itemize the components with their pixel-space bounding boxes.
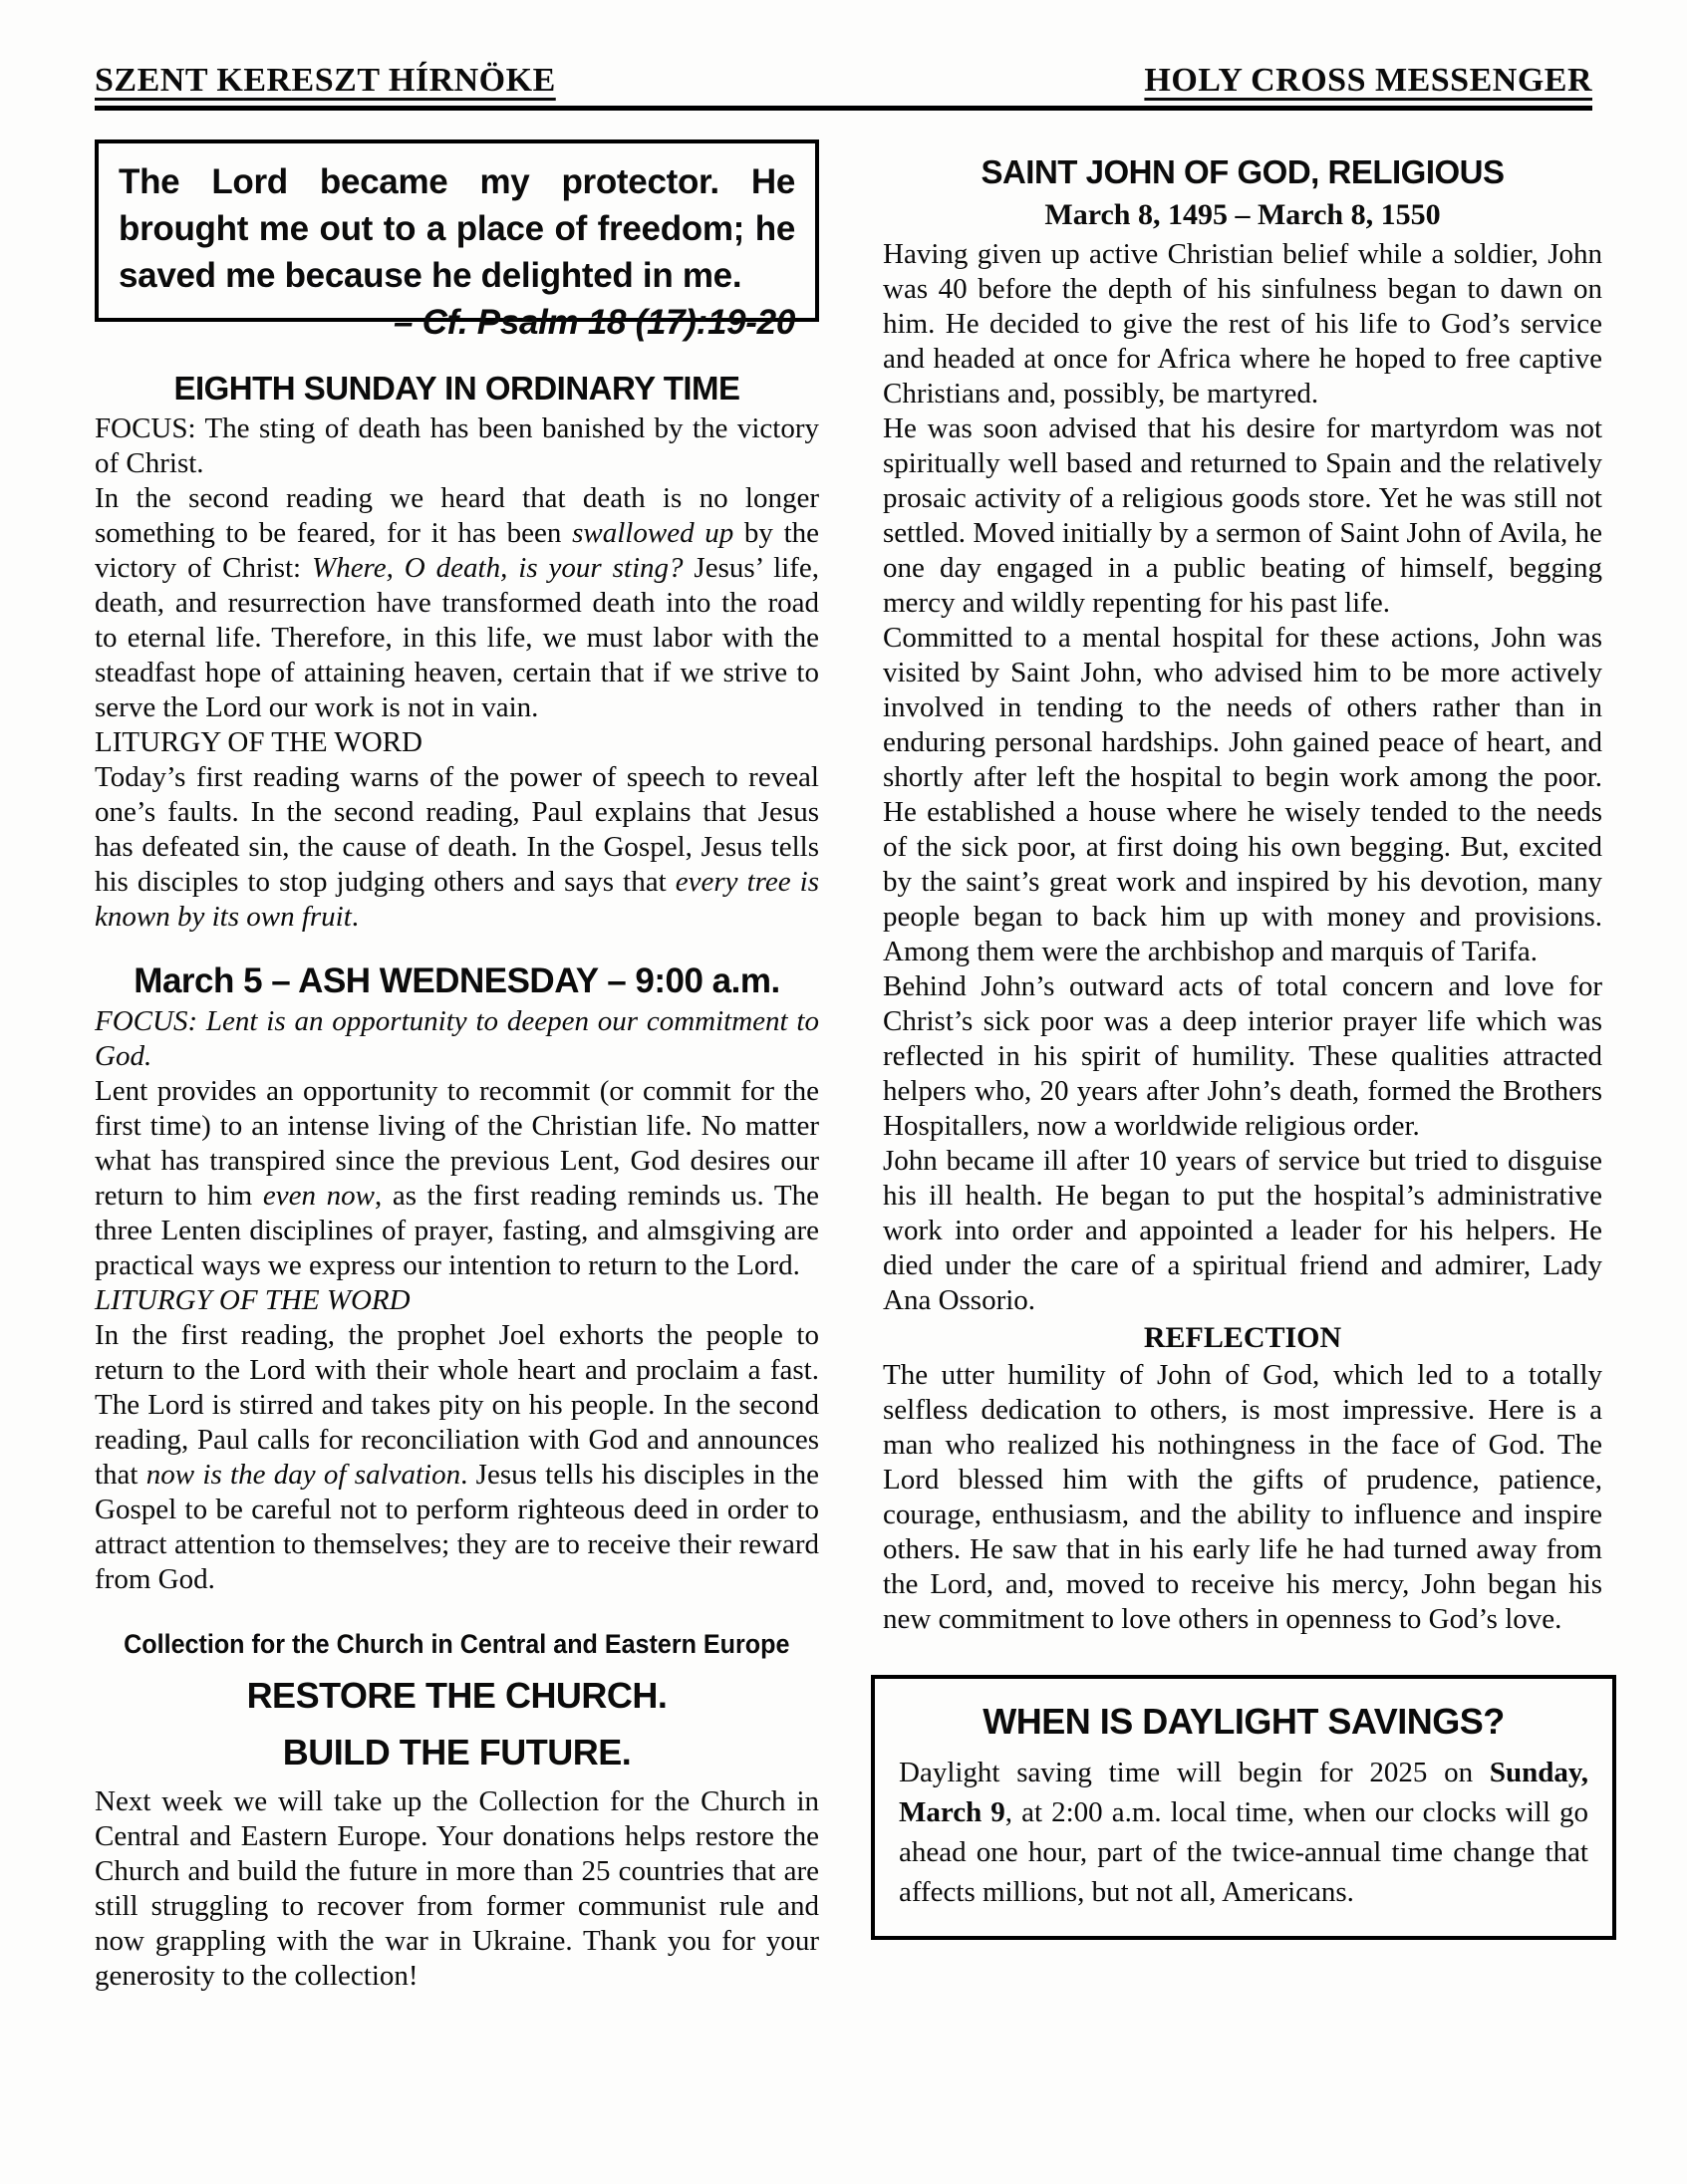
subhead-liturgy-of-the-word: LITURGY OF THE WORD — [95, 726, 422, 758]
subhead-liturgy-of-the-word-italic: LITURGY OF THE WORD — [95, 1284, 411, 1316]
left-column — [95, 139, 819, 1994]
daylight-savings-box — [871, 1675, 1616, 1940]
heading-daylight-savings: WHEN IS DAYLIGHT SAVINGS? — [983, 1701, 1505, 1742]
paragraph-saint-4: Behind John’s outward acts of total concern and love for Christ’s sick poor was a deep interior prayer life which was reflected in his spirit of humility. These qualities attracted helpers who, 20 years after John’s death, formed the Brothers Hospitallers, now a worldwide religious order. — [883, 970, 1602, 1142]
psalm-quote-attribution: – Cf. Psalm 18 (17):19-20 — [394, 303, 795, 342]
paragraph-liturgy-summary: Today’s first reading warns of the power of speech to reveal one’s faults. In the second reading, Paul explains that Jesus has defeated sin, the cause of death. In the Gospel, Jesus tells his disciples to stop judging others and says that every tree is known by its own fruit. — [95, 761, 819, 933]
section-collection — [95, 1627, 819, 1994]
paragraph-daylight-savings: Daylight saving time will begin for 2025 on Sunday, March 9, at 2:00 a.m. local time, when our clocks will go ahead one hour, part of the twice-annual time change that affects millions, but not all, Americans. — [899, 1757, 1588, 1908]
heading-ash-wednesday: March 5 – ASH WEDNESDAY – 9:00 a.m. — [134, 961, 780, 1000]
psalm-quote-text — [119, 158, 795, 342]
paragraph-lent: Lent provides an opportunity to recommit (or commit for the first time) to an intense living of the Christian life. No matter what has transpired since the previous Lent, God desires our return to him even now, as the first reading reminds us. The three Lenten disciplines of prayer, fasting, and almsgiving are practical ways we express our intention to return to the Lord. — [95, 1075, 819, 1281]
heading-saint-john-of-god: SAINT JOHN OF GOD, RELIGIOUS — [981, 153, 1505, 190]
paragraph-focus: FOCUS: The sting of death has been banished by the victory of Christ. — [95, 412, 819, 479]
paragraph-collection: Next week we will take up the Collection for the Church in Central and Eastern Europe. Your donations helps restore the Church and build the future in more than 25 countries that are still struggling to recover from former communist rule and now grappling with the war in Ukraine. Thank you for your generosity to the collection! — [95, 1785, 819, 1992]
paragraph-reflection: The utter humility of John of God, which led to a totally selfless dedication to others, is most impressive. Here is a man who realized his nothingness in the face of God. The Lord blessed him with the gifts of prudence, patience, courage, enthusiasm, and the ability to influence and inspire others. He saw that in his early life he had turned away from the Lord, and, moved to receive his mercy, John began his new commitment to love others in openness to God’s love. — [883, 1359, 1602, 1635]
paragraph-second-reading: In the second reading we heard that death is no longer something to be feared, for it has been swallowed up by the victory of Christ: Where, O death, is your sting? Jesus’ life, death, and resurrection have transformed death into the road to eternal life. Therefore, in this life, we must labor with the steadfast hope of attaining heaven, certain that if we strive to serve the Lord our work is not in vain. — [95, 482, 819, 723]
paragraph-saint-2: He was soon advised that his desire for martyrdom was not spiritually well based and returned to Spain and the relatively prosaic activity of a religious goods store. Yet he was still not settled. Moved initially by a sermon of Saint John of Avila, he one day engaged in a public beating of himself, begging mercy and wildly repenting for his past life. — [883, 412, 1602, 619]
masthead-title-english: HOLY CROSS MESSENGER — [1144, 62, 1592, 99]
section-ash-wednesday — [95, 1004, 819, 1597]
paragraph-ash-liturgy-summary: In the first reading, the prophet Joel exhorts the people to return to the Lord with their whole heart and proclaim a fast. The Lord is stirred and takes pity on his people. In the second reading, Paul calls for reconciliation with God and announces that now is the day of salvation. Jesus tells his disciples in the Gospel to be careful not to perform righteous deed in order to attract attention to themselves; they are to receive their reward from God. — [95, 1319, 819, 1595]
paragraph-ash-focus: FOCUS: Lent is an opportunity to deepen our commitment to God. — [95, 1005, 819, 1072]
heading-eighth-sunday: EIGHTH SUNDAY IN ORDINARY TIME — [173, 370, 740, 407]
right-column — [883, 151, 1602, 1940]
section-eighth-sunday — [95, 411, 819, 935]
masthead-title-hungarian: SZENT KERESZT HÍRNÖKE — [95, 62, 556, 99]
paragraph-saint-1: Having given up active Christian belief while a soldier, John was 40 before the depth of his sinfulness began to dawn on him. He decided to give the rest of his life to God’s service and headed at once for Africa where he hoped to free captive Christians and, possibly, be martyred. — [883, 238, 1602, 410]
psalm-quote-box — [95, 139, 819, 342]
masthead-rule — [95, 106, 1592, 111]
heading-collection-kicker: Collection for the Church in Central and Eastern Europe — [124, 1629, 790, 1659]
heading-reflection: REFLECTION — [1143, 1321, 1342, 1354]
paragraph-saint-5: John became ill after 10 years of service but tried to disguise his ill health. He began to put the hospital’s administrative work into order and appointed a leader for his helpers. He died under the care of a spiritual friend and admirer, Lady Ana Ossorio. — [883, 1145, 1602, 1316]
heading-build-the-future: BUILD THE FUTURE. — [282, 1732, 632, 1773]
paragraph-saint-3: Committed to a mental hospital for these actions, John was visited by Saint John, who advised him to be more actively involved in tending to the needs of others rather than in enduring personal hardships. John gained peace of heart, and shortly after left the hospital to begin work among the poor. He established a house where he wisely tended to the needs of the sick poor, at first doing his own begging. But, excited by the saint’s great work and inspired by his devotion, many people began to back him up with money and provisions. Among them were the archbishop and marquis of Tarifa. — [883, 622, 1602, 967]
subhead-saint-dates: March 8, 1495 – March 8, 1550 — [1044, 198, 1441, 231]
psalm-quote: The Lord became my protector. He brought me out to a place of freedom; he saved me because he delighted in me. — [119, 162, 795, 295]
heading-restore-the-church: RESTORE THE CHURCH. — [246, 1675, 668, 1716]
